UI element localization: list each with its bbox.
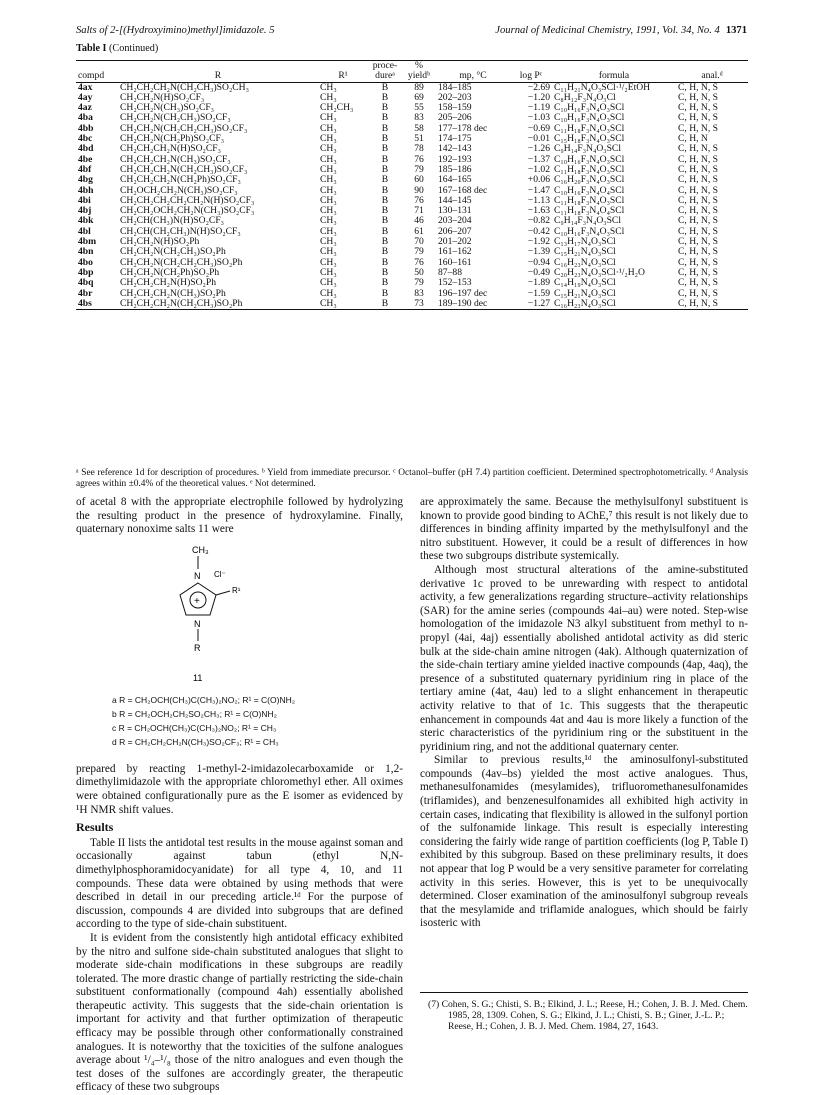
- table-cell-compd: 4bj: [78, 206, 92, 217]
- left-column: [76, 496, 403, 1095]
- table-cell-r: CH₂CH(CH₂CH₃)N(H)SO₂CF₃: [120, 226, 241, 237]
- table-cell-mp: 206–207: [438, 226, 472, 237]
- table-cell-yield: 76: [414, 257, 424, 268]
- table-cell-r: CH₂CH₂N(CH₂CH₂CH₃)SO₂Ph: [120, 257, 243, 268]
- table-cell-mp: 203–204: [438, 216, 472, 227]
- structure-r: R: [194, 642, 201, 653]
- table-cell-procedure: B: [381, 237, 389, 248]
- table-cell-yield: 58: [414, 123, 424, 134]
- table-cell-compd: 4bh: [78, 185, 94, 196]
- table-cell-anal: C, H, N, S: [678, 103, 718, 114]
- table-cell-compd: 4bf: [78, 164, 92, 175]
- table-cell-compd: 4bm: [78, 237, 97, 248]
- table-cell-anal: C, H, N: [678, 134, 708, 145]
- table-cell-anal: C, H, N, S: [678, 216, 718, 227]
- table-cell-anal: C, H, N, S: [678, 175, 718, 186]
- table-cell-yield: 79: [414, 164, 424, 175]
- table-row: [76, 175, 748, 185]
- table-cell-yield: 83: [414, 288, 424, 299]
- table-cell-r1: CH₃: [320, 237, 337, 248]
- table-row: [76, 258, 748, 268]
- table-cell-procedure: B: [381, 195, 389, 206]
- table-cell-r: CH₂CH₂CH₂N(CH₃)SO₂CF₃: [120, 154, 231, 165]
- table-cell-compd: 4bg: [78, 175, 93, 186]
- table-cell-anal: C, H, N, S: [676, 299, 748, 310]
- right-paragraph-3: Similar to previous results,¹ᵈ the aminosulfonyl-substituted compounds (4av–bs) yielded the most active analogues. Thus, methanesulfonamides (mesylamides), trifluoromethanesulfonamides (triflamides), and benzenesulfonamides all exhibited high activity in certain cases, indicating that flexibility is allowed in the sulfonyl portion of the sulfonamide linkage. This result is especially interesting considering the fairly wide range of partition coefficients (log P, Table I) exhibited by this subgroup. Based on these preliminary results, it does not appear that log P would be a very sensitive parameter for correlating activity in this series. However, this is yet to be unequivocally determined. Closer examination of the aminosulfonyl subgroup reveals that the mesylamide and triflamide analogues, which should be fairly isosteric with: [420, 754, 748, 930]
- table-cell-r: CH₂CH₂N(CH₂CH₃)SO₂CF₃: [120, 113, 231, 124]
- header-r: R: [118, 71, 318, 82]
- table-cell-logp: −1.20: [527, 92, 550, 103]
- table-cell-r1: CH₃: [320, 144, 337, 155]
- header-logp: log Pᶜ: [510, 71, 552, 82]
- table-cell-procedure: B: [381, 226, 389, 237]
- table-cell-yield: 79: [414, 247, 424, 258]
- table-cell-logp: −1.27: [510, 299, 552, 310]
- references: [420, 992, 748, 1033]
- structure-n-top: N: [194, 570, 201, 581]
- table-cell-logp: −0.94: [527, 257, 550, 268]
- table-row: [76, 247, 748, 257]
- table-cell-procedure: B: [381, 175, 389, 186]
- table-cell-yield: 50: [414, 267, 424, 278]
- table-cell-logp: −1.92: [527, 237, 550, 248]
- table-cell-r1: CH₃: [320, 247, 337, 258]
- table-cell-compd: 4bq: [78, 278, 94, 289]
- legend-item: a R = CH₂OCH(CH₃)C(CH₃)₂NO₂; R¹ = C(O)NH₂: [112, 694, 296, 705]
- reference-7: (7) Cohen, S. G.; Chisti, S. B.; Elkind, J. L.; Reese, H.; Cohen, J. B. J. Med. Chem. 1985, 28, 1309. Cohen, S. G.; Elkind, J. L.; Chisti, S. B.; Giner, J.-L. P.; Reese, H.; Cohen, J. B. J. Med. Chem. 1984, 27, 1643.: [428, 999, 748, 1033]
- table-cell-procedure: B: [381, 267, 389, 278]
- table-cell-logp: −1.03: [527, 113, 550, 124]
- table-cell-compd: 4bn: [78, 247, 94, 258]
- table-cell-anal: C, H, N, S: [678, 113, 718, 124]
- table-cell-r1: CH₃: [320, 134, 337, 145]
- table-cell-r: CH₂CH₂CH₂N(H)SO₂Ph: [120, 278, 217, 289]
- table-cell-yield: 69: [414, 92, 424, 103]
- table-cell-mp: 192–193: [438, 154, 472, 165]
- table-cell-formula: C₁₅H₁₈F₃N₄O₃SCl: [554, 134, 625, 145]
- table-cell-yield: 79: [414, 278, 424, 289]
- table-cell-yield: 73: [402, 299, 436, 310]
- table-cell-formula: C₉H₁₄F₃N₄O₃SCl: [554, 144, 621, 155]
- table-cell-mp: 142–143: [438, 144, 472, 155]
- table-cell-logp: −0.82: [527, 216, 550, 227]
- structure-r1: R¹: [232, 585, 241, 595]
- table-cell-formula: C₉H₁₄F₃N₄O₃SCl: [554, 216, 621, 227]
- table-row: [76, 82, 748, 93]
- running-head-title: Salts of 2-[(Hydroxyimino)methyl]imidazole. 5: [76, 25, 275, 36]
- table-cell-procedure: B: [381, 113, 389, 124]
- table-cell-mp: 144–145: [438, 195, 472, 206]
- table-cell-compd: 4bb: [78, 123, 94, 134]
- table-cell-r1: CH₃: [318, 299, 368, 310]
- table-cell-logp: −0.49: [527, 267, 550, 278]
- table-cell-anal: C, H, N, S: [678, 164, 718, 175]
- table-cell-compd: 4bi: [78, 195, 91, 206]
- table-cell-compd: 4bd: [78, 144, 94, 155]
- table-row: [76, 227, 748, 237]
- header-proc-top: proce-: [368, 61, 402, 72]
- table-cell-formula: C₁₆H₂₃N₄O₃SCl: [554, 257, 616, 268]
- table-cell-logp: −1.89: [527, 278, 550, 289]
- table-cell-logp: −1.26: [527, 144, 550, 155]
- table-cell-yield: 78: [414, 144, 424, 155]
- table-cell-anal: C, H, N, S: [678, 144, 718, 155]
- table-row: [76, 165, 748, 175]
- table-cell-anal: C, H, N, S: [678, 92, 718, 103]
- table-cell-compd: 4az: [78, 103, 92, 114]
- table-cell-mp: 189–190 dec: [436, 299, 510, 310]
- imidazolium-structure-drawing: [164, 543, 314, 693]
- table-cell-compd: 4be: [78, 154, 93, 165]
- table-cell-anal: C, H, N, S: [678, 226, 718, 237]
- table-cell-mp: 174–175: [438, 134, 472, 145]
- table-cell-formula: C₁₁H₁₈F₃N₄O₃SCl: [554, 164, 625, 175]
- table-cell-mp: 202–203: [438, 92, 472, 103]
- table-cell-logp: −0.01: [527, 134, 550, 145]
- data-table: [76, 60, 748, 310]
- table-cell-r: CH₂OCH₂CH₂N(CH₃)SO₂CF₃: [120, 185, 238, 196]
- structure-legend: [112, 693, 403, 749]
- table-cell-logp: −1.37: [527, 154, 550, 165]
- table-cell-anal: C, H, N, S: [678, 288, 718, 299]
- table-cell-procedure: B: [381, 154, 389, 165]
- table-cell-formula: C₂₀H₂₃N₄O₃SCl·¹/₂H₂O: [554, 267, 645, 278]
- table-cell-compd: 4bp: [78, 267, 94, 278]
- table-cell-formula: C₁₆H₂₃N₄O₃SCl: [552, 299, 676, 310]
- table-row: [76, 124, 748, 134]
- table-row: [76, 278, 748, 288]
- table-cell-yield: 76: [414, 154, 424, 165]
- header-yield-top: %: [402, 61, 436, 72]
- table-cell-r: CH₂CH₂N(H)SO₂CF₃: [120, 92, 205, 103]
- table-label: Table I: [76, 43, 107, 54]
- table-row: [76, 196, 748, 206]
- table-cell-r1: CH₃: [320, 82, 337, 93]
- table-cell-formula: C₁₀H₁₆F₃N₄O₃SCl: [554, 113, 625, 124]
- table-cell-procedure: B: [381, 144, 389, 155]
- table-cell-compd: 4ax: [78, 82, 93, 93]
- table-cell-mp: 167–168 dec: [438, 185, 488, 196]
- table-cell-r: CH₂CH₂N(CH₂Ph)SO₂CF₃: [120, 134, 225, 145]
- left-paragraph-1: of acetal 8 with the appropriate electrophile followed by hydrolyzing the resulting product in the presence of hydroxylamine. Finally, quaternary nonoxime salts 11 were: [76, 496, 403, 536]
- table-row: [76, 216, 748, 226]
- table-cell-r: CH₂CH₂OCH₂CH₂N(CH₃)SO₂CF₃: [120, 206, 255, 217]
- header-r1: R¹: [318, 71, 368, 82]
- table-cell-formula: C₈H₁₂F₃N₄O₃Cl: [554, 92, 616, 103]
- table-cell-anal: C, H, N, S: [678, 206, 718, 217]
- table-cell-r1: CH₃: [320, 278, 337, 289]
- table-cell-mp: 177–178 dec: [438, 123, 488, 134]
- table-cell-formula: C₁₄H₁₉N₄O₃SCl: [554, 278, 616, 289]
- table-cell-mp: 161–162: [438, 247, 472, 258]
- table-cell-r: CH₂CH₂N(CH₂CH₃)SO₂Ph: [120, 247, 226, 258]
- structure-chloride: Cl⁻: [214, 569, 226, 579]
- table-cell-r1: CH₃: [320, 226, 337, 237]
- table-cell-formula: C₁₀H₁₆F₃N₄O₄SCl: [554, 185, 625, 196]
- table-cell-r: CH₂CH₂CH₂N(H)SO₂CF₃: [120, 144, 221, 155]
- table-cell-anal: C, H, N, S: [678, 267, 718, 278]
- right-paragraph-2: Although most structural alterations of the amine-substituted derivative 1c proved to be unrewarding with respect to antidotal activity, a few generalizations regarding structure–activity relationships (SAR) for the amine series (compounds 4ai–au) were noted. Step-wise homologation of the imidazole N3 alkyl substituent from methyl to n-propyl (4ai, 4aj) essentially abolished antidotal activity as did steric bulk at the side-chain amine nitrogen (4ak). Although quaternization of the side-chain tertiary amine yielded inactive compounds (4ap, 4aq), the presence of a substituted quaternary pyridinium ring in place of the tertiary amine (4at, 4au) led to a slight enhancement in therapeutic activity relative to that of 1c. This suggests that the therapeutic enhancement in compounds 4at and 4au is more likely a function of the steric characteristics of the pyridinium ring or the substituent in the pyridinium ring, and not the additional quaternary center.: [420, 563, 748, 753]
- table-title: [76, 43, 158, 54]
- page-number: 1371: [725, 25, 747, 36]
- legend-item: c R = CH₂OCH(CH₃)C(CH₃)₂NO₂; R¹ = CH₃: [112, 722, 277, 733]
- table-cell-yield: 89: [414, 82, 424, 93]
- table-cell-procedure: B: [381, 206, 389, 217]
- table-cell-formula: C₁₁H₁₈F₃N₄O₃SCl: [554, 195, 625, 206]
- right-column: [420, 496, 748, 931]
- results-heading: Results: [76, 820, 114, 835]
- table-cell-formula: C₁₃H₁₇N₄O₃SCl: [554, 237, 616, 248]
- table-cell-procedure: B: [381, 278, 389, 289]
- table-cell-r: CH₂CH(CH₃)N(H)SO₂CF₃: [120, 216, 224, 227]
- table-cell-formula: C₁₁H₂₁N₄O₃SCl·¹/₂EtOH: [554, 82, 651, 93]
- structure-ch3: CH₃: [192, 544, 209, 555]
- table-cell-r1: CH₃: [320, 123, 337, 134]
- table-cell-r1: CH₃: [320, 154, 337, 165]
- header-proc-bottom: dureᵃ: [368, 71, 402, 82]
- table-cell-procedure: B: [381, 288, 389, 299]
- table-cell-anal: C, H, N, S: [678, 195, 718, 206]
- header-compd: compd: [76, 71, 118, 82]
- table-cell-anal: C, H, N, S: [678, 123, 718, 134]
- table-cell-anal: C, H, N, S: [678, 82, 718, 93]
- table-cell-formula: C₁₁H₁₈F₃N₄O₄SCl: [554, 206, 625, 217]
- table-cell-r1: CH₃: [320, 113, 337, 124]
- table-row: [76, 186, 748, 196]
- table-cell-mp: 160–161: [438, 257, 472, 268]
- table-row: [76, 93, 748, 103]
- structure-label: 11: [193, 672, 203, 683]
- table-cell-formula: C₁₀H₁₆F₃N₄O₃SCl: [554, 154, 625, 165]
- table-row: [76, 103, 748, 113]
- table-cell-logp: −1.13: [527, 195, 550, 206]
- table-row: [76, 299, 748, 310]
- table-cell-procedure: B: [368, 299, 402, 310]
- table-cell-r: CH₂CH₂CH₂CH₂CH₂N(H)SO₂CF₃: [120, 195, 255, 206]
- table-cell-yield: 61: [414, 226, 424, 237]
- table-cell-mp: 158–159: [438, 103, 472, 114]
- table-cell-procedure: B: [381, 123, 389, 134]
- table-cell-r1: CH₃: [320, 92, 337, 103]
- running-head-journal: [495, 25, 747, 36]
- table-cell-yield: 83: [414, 113, 424, 124]
- table-cell-compd: 4bc: [78, 134, 93, 145]
- table-cell-mp: 164–165: [438, 175, 472, 186]
- table-cell-mp: 184–185: [438, 82, 472, 93]
- table-cell-formula: C₁₀H₁₆F₃N₄O₃SCl: [554, 226, 625, 237]
- table-row: [76, 155, 748, 165]
- structure-11: [76, 543, 403, 693]
- table-cell-r1: CH₃: [320, 216, 337, 227]
- table-cell-compd: 4ba: [78, 113, 93, 124]
- table-row: [76, 113, 748, 123]
- table-cell-yield: 70: [414, 237, 424, 248]
- table-row: [76, 144, 748, 154]
- table-row: [76, 237, 748, 247]
- table-cell-r: CH₂CH₂CH₂N(CH₃)SO₂Ph: [120, 288, 226, 299]
- header-yield-bottom: yieldᵇ: [402, 71, 436, 82]
- table-cell-r: CH₂CH₂CH₂N(CH₂CH₃)SO₂CF₃: [120, 164, 248, 175]
- table-cell-r1: CH₂CH₃: [320, 103, 354, 114]
- table-cell-procedure: B: [381, 164, 389, 175]
- table-cell-mp: 130–131: [438, 206, 472, 217]
- table-cell-procedure: B: [381, 92, 389, 103]
- table-cell-anal: C, H, N, S: [678, 257, 718, 268]
- table-cell-r: CH₂CH₂N(CH₂CH₂CH₃)SO₂CF₃: [120, 123, 248, 134]
- table-cell-yield: 51: [414, 134, 424, 145]
- table-cell-anal: C, H, N, S: [678, 237, 718, 248]
- table-cell-mp: 87–88: [438, 267, 462, 278]
- table-cell-yield: 90: [414, 185, 424, 196]
- running-head: [76, 25, 747, 39]
- table-row: [76, 134, 748, 144]
- table-body: [76, 82, 748, 310]
- header-mp: mp, °C: [436, 71, 510, 82]
- table-cell-compd: 4ay: [78, 92, 93, 103]
- table-cell-formula: C₁₅H₂₁N₄O₃SCl: [554, 247, 616, 258]
- table-cell-anal: C, H, N, S: [678, 278, 718, 289]
- table-cell-procedure: B: [381, 82, 389, 93]
- svg-text:+: +: [194, 595, 200, 607]
- table-cell-procedure: B: [381, 134, 389, 145]
- table-cell-r: CH₂CH₂CH₂N(CH₂CH₃)SO₂CH₃: [120, 82, 249, 93]
- table-row: [76, 289, 748, 299]
- table-cell-logp: −1.39: [527, 247, 550, 258]
- table-cell-mp: 205–206: [438, 113, 472, 124]
- table-cell-logp: −1.47: [527, 185, 550, 196]
- table-cell-r: CH₂CH₂N(CH₂Ph)SO₂Ph: [120, 267, 220, 278]
- table-cell-mp: 201–202: [438, 237, 472, 248]
- table-row: [76, 268, 748, 278]
- table-cell-r: CH₂CH₂N(CH₃)SO₂CF₃: [120, 103, 215, 114]
- legend-item: d R = CH₂CH₂CH₂N(CH₃)SO₂CF₃; R¹ = CH₃: [112, 736, 279, 747]
- table-cell-yield: 55: [414, 103, 424, 114]
- table-cell-compd: 4bs: [76, 299, 118, 310]
- table-footnote: ᵃ See reference 1d for description of procedures. ᵇ Yield from immediate precursor. ᶜ Octanol–buffer (pH 7.4) partition coefficient. Determined spectrophotometrically. ᵈ Analysis agrees within ±0.4% of the theoretical values. ᵉ Not determined.: [76, 468, 748, 489]
- table-cell-logp: +0.06: [527, 175, 550, 186]
- table-cell-r1: CH₃: [320, 175, 337, 186]
- table-cell-compd: 4br: [78, 288, 93, 299]
- table-cell-yield: 60: [414, 175, 424, 186]
- table-cell-compd: 4bk: [78, 216, 94, 227]
- table-cell-r1: CH₃: [320, 185, 337, 196]
- table-cell-mp: 196–197 dec: [438, 288, 488, 299]
- table-row: [76, 206, 748, 216]
- legend-item: b R = CH₂OCH₂CH₂SO₂CH₃; R¹ = C(O)NH₂: [112, 708, 277, 719]
- table-cell-r1: CH₃: [320, 267, 337, 278]
- table-cell-anal: C, H, N, S: [678, 154, 718, 165]
- table-header-row: [76, 71, 748, 82]
- table-cell-anal: C, H, N, S: [678, 185, 718, 196]
- table-cell-r1: CH₃: [320, 288, 337, 299]
- table-cell-yield: 46: [414, 216, 424, 227]
- structure-n-bottom: N: [194, 618, 201, 629]
- table-cell-yield: 76: [414, 195, 424, 206]
- left-paragraph-2: prepared by reacting 1-methyl-2-imidazolecarboxamide or 1,2-dimethylimidazole with the appropriate chloromethyl ether. All oximes were obtained configurationally pure as the E isomer as evidenced by ¹H NMR shift values.: [76, 762, 403, 816]
- table-cell-logp: −0.69: [527, 123, 550, 134]
- table-cell-yield: 71: [414, 206, 424, 217]
- table-cell-formula: C₁₁H₁₈F₃N₄O₃SCl: [554, 123, 625, 134]
- table-cell-logp: −1.59: [527, 288, 550, 299]
- table-cell-procedure: B: [381, 247, 389, 258]
- table-cell-procedure: B: [381, 216, 389, 227]
- table-cell-compd: 4bl: [78, 226, 91, 237]
- table-cell-logp: −1.63: [527, 206, 550, 217]
- table-cell-logp: −1.19: [527, 103, 550, 114]
- table-cell-r1: CH₃: [320, 257, 337, 268]
- table-cell-r1: CH₃: [320, 164, 337, 175]
- table-cell-formula: C₁₀H₁₆F₃N₄O₃SCl: [554, 103, 625, 114]
- table-cell-r1: CH₃: [320, 195, 337, 206]
- table-cell-logp: −2.69: [527, 82, 550, 93]
- table-cell-procedure: B: [381, 257, 389, 268]
- table-cell-r: CH₂CH₂N(H)SO₂Ph: [120, 237, 200, 248]
- left-paragraph-3: Table II lists the antidotal test results in the mouse against soman and occasionally against tabun (ethyl N,N-dimethylphosphoramidocyanidate) for all type 4, 10, and 11 compounds. These data were obtained by using methods that were described in detail in our preceding article.¹ᵈ For the purpose of discussion, compounds 4 are divided into subgroups that are defined according to the type of side-chain substituent.: [76, 836, 403, 931]
- table-cell-logp: −1.02: [527, 164, 550, 175]
- table-cell-compd: 4bo: [78, 257, 93, 268]
- journal-citation: Journal of Medicinal Chemistry, 1991, Vol. 34, No. 4: [495, 25, 720, 36]
- header-formula: formula: [552, 71, 676, 82]
- table-cell-mp: 152–153: [438, 278, 472, 289]
- table-cell-logp: −0.42: [527, 226, 550, 237]
- table-cell-r: CH₂CH₂CH₂N(CH₂Ph)SO₂CF₃: [120, 175, 241, 186]
- left-paragraph-4: It is evident from the consistently high antidotal efficacy exhibited by the nitro and sulfone side-chain substituted analogues that slight to moderate side-chain modifications in these subgroups are readily tolerated. The more drastic change of partially restricting the side-chain substituent conformationally (compound 4ah) essentially abolished therapeutic activity. This suggests that the side-chain orientation is important for activity and that further optimization of therapeutic efficacy may be possible through other conformationally constrained analogues. It is noteworthy that the toxicities of the sulfone analogues average about ¹/₄–¹/₈ those of the nitro analogues and even though the test doses of the sulfones are accordingly greater, the therapeutic efficacy of these two subgroups: [76, 931, 403, 1094]
- table-cell-r1: CH₃: [320, 206, 337, 217]
- table-cell-procedure: B: [381, 103, 389, 114]
- table-cell-formula: C₁₅H₂₁N₄O₃SCl: [554, 288, 616, 299]
- table-cell-formula: C₁₆H₂₀F₃N₄O₃SCl: [554, 175, 625, 186]
- table-title-rest: (Continued): [109, 43, 159, 54]
- header-anal: anal.ᵈ: [676, 71, 748, 82]
- table-cell-mp: 185–186: [438, 164, 472, 175]
- table-cell-procedure: B: [381, 185, 389, 196]
- table-cell-r: CH₂CH₂CH₂N(CH₂CH₃)SO₂Ph: [118, 299, 318, 310]
- right-paragraph-1: are approximately the same. Because the methylsulfonyl substituent is known to provide good binding to AChE,⁷ this result is not likely due to differences in binding affinity imparted by the methylsulfonyl and the nitro substituent. However, it could be a result of differences in how these two subgroups distribute systemically.: [420, 496, 748, 563]
- table-cell-anal: C, H, N, S: [678, 247, 718, 258]
